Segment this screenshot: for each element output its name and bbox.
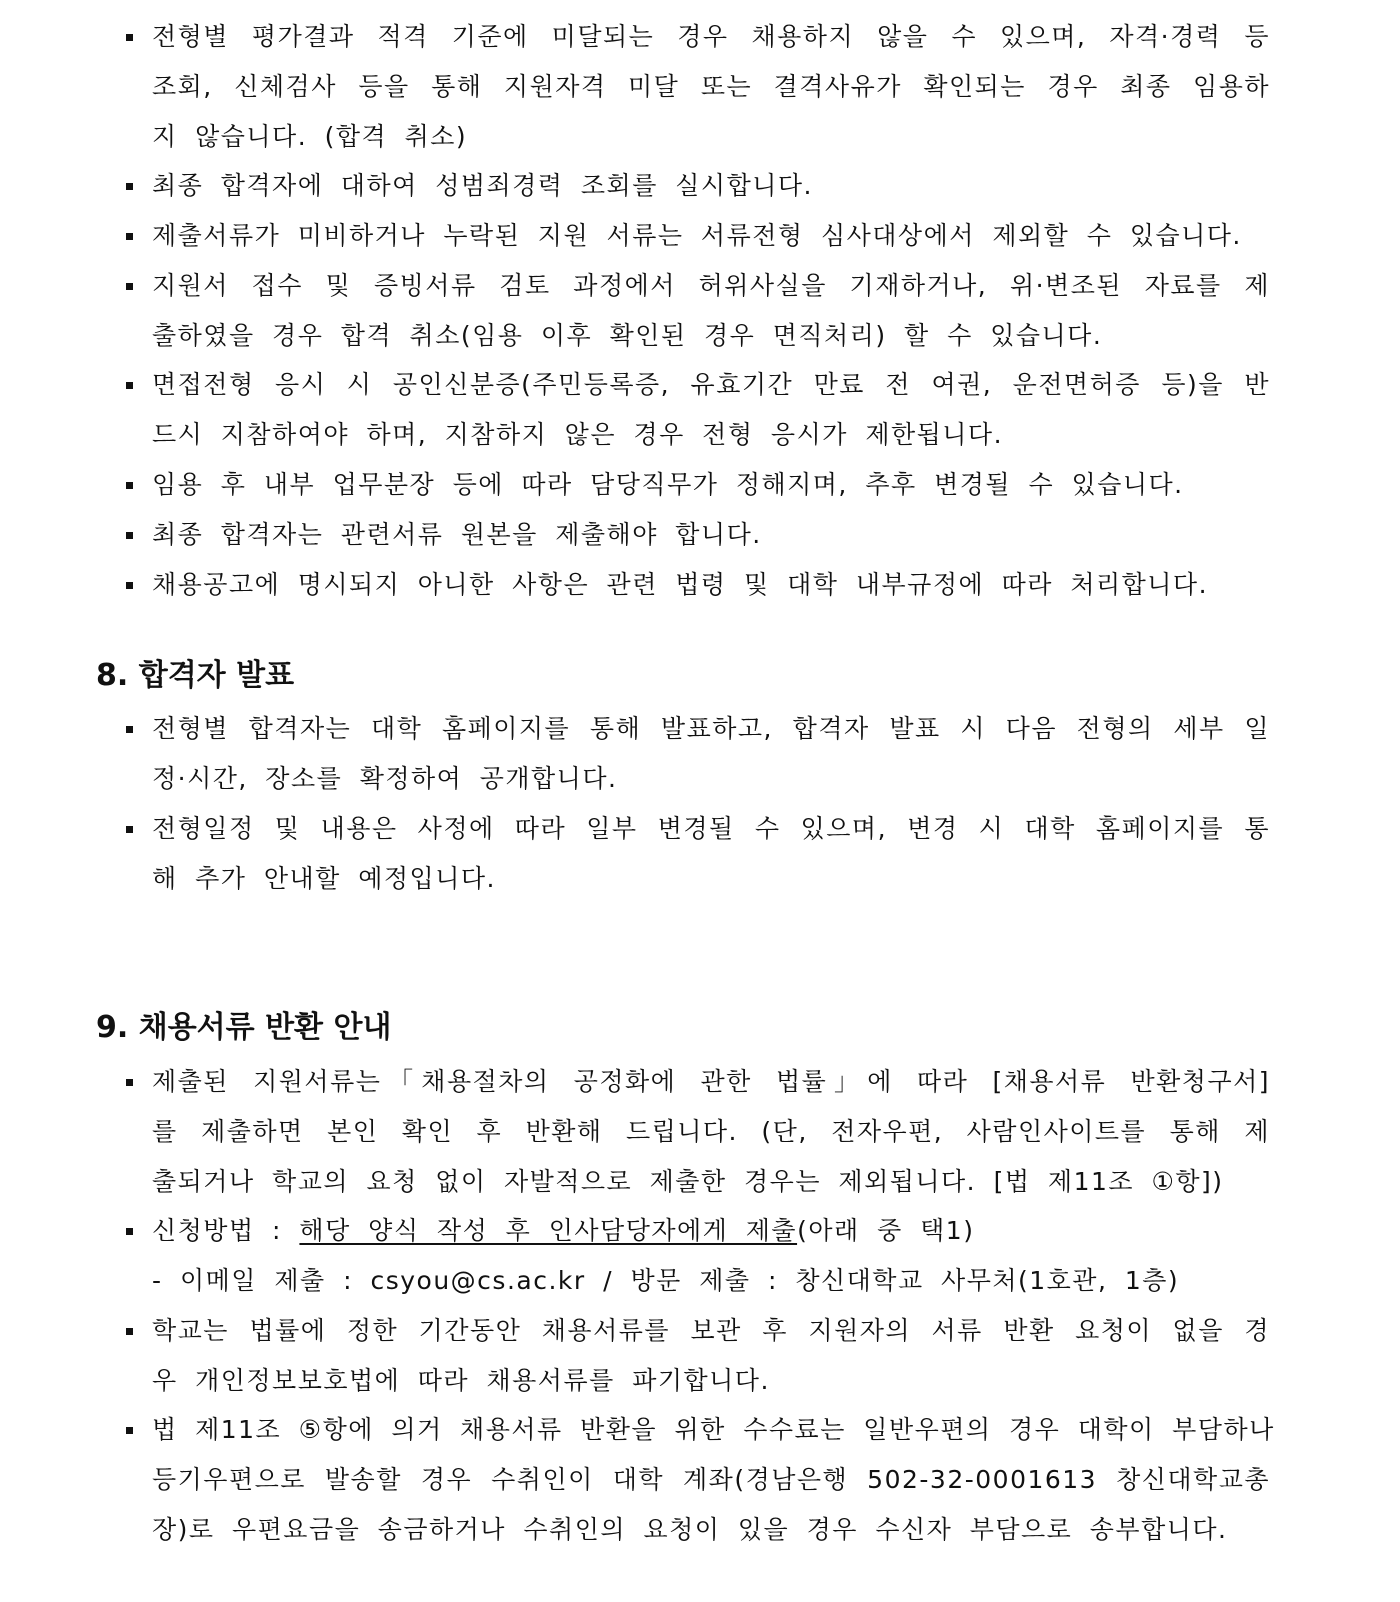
list-item-line: 전형일정 및 내용은 사정에 따라 일부 변경될 수 있으며, 변경 시 대학 홈페이지를 통 <box>152 814 1270 843</box>
list-item-line: 를 제출하면 본인 확인 후 반환해 드립니다. (단, 전자우편, 사람인사이트를 통해 제 <box>152 1117 1270 1146</box>
application-method-suffix: (아래 중 택1) <box>797 1216 975 1245</box>
list-item-line: 법 제11조 ⑤항에 의거 채용서류 반환을 위한 수수료는 일반우편의 경우 대학이 부담하나 <box>152 1415 1275 1444</box>
list-item-line: 임용 후 내부 업무분장 등에 따라 담당직무가 정해지며, 추후 변경될 수 있습니다. <box>152 470 1184 499</box>
list-item-line: 해 추가 안내할 예정입니다. <box>152 864 496 893</box>
list-item-line: 제출서류가 미비하거나 누락된 지원 서류는 서류전형 심사대상에서 제외할 수 있습니다. <box>152 221 1242 250</box>
square-bullet-icon <box>126 826 133 833</box>
list-item-line: 학교는 법률에 정한 기간동안 채용서류를 보관 후 지원자의 서류 반환 요청이 없을 경 <box>152 1316 1270 1345</box>
list-item-line: 전형별 합격자는 대학 홈페이지를 통해 발표하고, 합격자 발표 시 다음 전형의 세부 일 <box>152 714 1270 743</box>
application-method-label: 신청방법 : <box>152 1216 300 1245</box>
list-item-line: 등기우편으로 발송할 경우 수취인이 대학 계좌(경남은행 502-32-0001613 창신대학교총 <box>152 1465 1270 1494</box>
list-item-line: 지 않습니다. (합격 취소) <box>152 122 468 151</box>
square-bullet-icon <box>126 1427 133 1434</box>
list-item-line: 채용공고에 명시되지 아니한 사항은 관련 법령 및 대학 내부규정에 따라 처리합니다. <box>152 570 1209 599</box>
square-bullet-icon <box>126 233 133 240</box>
square-bullet-icon <box>126 482 133 489</box>
list-item-line: 전형별 평가결과 적격 기준에 미달되는 경우 채용하지 않을 수 있으며, 자격·경력 등 <box>152 22 1270 51</box>
list-item-line: 지원서 접수 및 증빙서류 검토 과정에서 허위사실을 기재하거나, 위·변조된 자료를 제 <box>152 271 1270 300</box>
list-item-line: 제출된 지원서류는「채용절차의 공정화에 관한 법률」에 따라 [채용서류 반환청구서] <box>152 1067 1270 1096</box>
submission-options-line: - 이메일 제출 : csyou@cs.ac.kr / 방문 제출 : 창신대학교 사무처(1호관, 1층) <box>152 1266 1180 1295</box>
square-bullet-icon <box>126 382 133 389</box>
list-item-line: 정·시간, 장소를 확정하여 공개합니다. <box>152 764 618 793</box>
list-item-line: 드시 지참하여야 하며, 지참하지 않은 경우 전형 응시가 제한됩니다. <box>152 420 1004 449</box>
section-heading: 8. 합격자 발표 <box>96 658 295 693</box>
section-heading: 9. 채용서류 반환 안내 <box>96 1010 392 1045</box>
application-method-line <box>152 1216 974 1246</box>
square-bullet-icon <box>126 183 133 190</box>
square-bullet-icon <box>126 726 133 733</box>
square-bullet-icon <box>126 283 133 290</box>
list-item-line: 장)로 우편요금을 송금하거나 수취인의 요청이 있을 경우 수신자 부담으로 송부합니다. <box>152 1515 1228 1544</box>
square-bullet-icon <box>126 532 133 539</box>
square-bullet-icon <box>126 1228 133 1235</box>
square-bullet-icon <box>126 1328 133 1335</box>
square-bullet-icon <box>126 1079 133 1086</box>
square-bullet-icon <box>126 34 133 41</box>
list-item-line: 출되거나 학교의 요청 없이 자발적으로 제출한 경우는 제외됩니다. [법 제11조 ①항]) <box>152 1167 1224 1196</box>
list-item-line: 최종 합격자에 대하여 성범죄경력 조회를 실시합니다. <box>152 171 813 200</box>
list-item-line: 우 개인정보보호법에 따라 채용서류를 파기합니다. <box>152 1366 770 1395</box>
list-item-line: 출하였을 경우 합격 취소(임용 이후 확인된 경우 면직처리) 할 수 있습니다. <box>152 321 1103 350</box>
list-item-line: 최종 합격자는 관련서류 원본을 제출해야 합니다. <box>152 520 762 549</box>
square-bullet-icon <box>126 582 133 589</box>
application-method-underlined: 해당 양식 작성 후 인사담당자에게 제출 <box>299 1216 798 1245</box>
list-item-line: 조회, 신체검사 등을 통해 지원자격 미달 또는 결격사유가 확인되는 경우 최종 임용하 <box>152 72 1270 101</box>
list-item-line: 면접전형 응시 시 공인신분증(주민등록증, 유효기간 만료 전 여권, 운전면허증 등)을 반 <box>152 370 1270 399</box>
